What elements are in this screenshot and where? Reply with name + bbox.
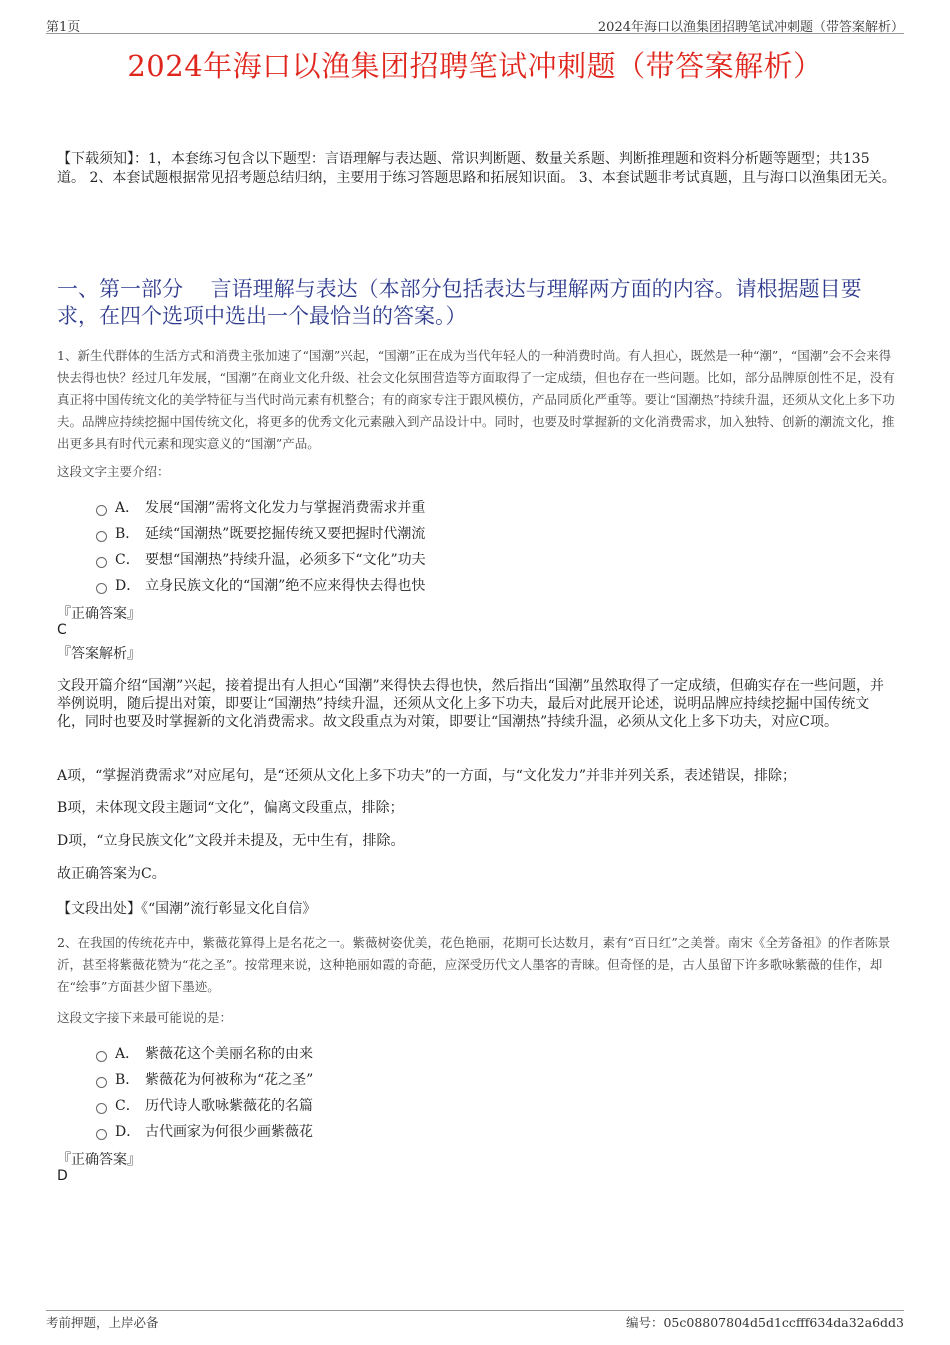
option-label: B． (115, 526, 140, 542)
section-heading: 一、第一部分 言语理解与表达（本部分包括表达与理解两方面的内容。请根据题目要求，在四个选项中选出一个最恰当的答案。） (57, 277, 862, 328)
option-b[interactable] (96, 1066, 796, 1092)
page-number: 第1页 (46, 20, 81, 35)
page-title: 2024年海口以渔集团招聘笔试冲刺题（带答案解析） (127, 49, 823, 83)
radio-icon[interactable] (96, 1051, 107, 1062)
option-a[interactable] (96, 494, 796, 520)
answer-label: 『正确答案』 (57, 606, 141, 622)
radio-icon[interactable] (96, 531, 107, 542)
option-label: A． (115, 500, 140, 516)
analysis-paragraph: D项，“立身民族文化”文段并未提及，无中生有，排除。 (57, 833, 405, 849)
answer-label: 『正确答案』 (57, 1152, 141, 1168)
option-c[interactable] (96, 546, 796, 572)
analysis-label: 『答案解析』 (57, 646, 141, 662)
document-id: 编号：05c08807804d5d1ccfff634da32a6dd3 (625, 1315, 904, 1330)
radio-icon[interactable] (96, 1129, 107, 1140)
option-text: 紫薇花这个美丽名称的由来 (145, 1046, 313, 1062)
question-1-text: 1、新生代群体的生活方式和消费主张加速了“国潮”兴起，“国潮”正在成为当代年轻人的一种消费时尚。有人担心，既然是一种“潮”，“国潮”会不会来得快去得也快？经过几年发展，“国潮”在商业文化升级、社会文化氛围营造等方面取得了一定成绩，但也存在一些问题。比如，部分品牌原创性不足，没有真正将中国传统文化的美学特征与当代时尚元素有机整合；有的商家专注于跟风模仿，产品同质化严重等。要让“国潮热”持续升温，还须从文化上多下功夫。品牌应持续挖掘中国传统文化，将更多的优秀文化元素融入到产品设计中。同时，也要及时掌握新的文化消费需求，加入独特、创新的潮流文化，推出更多具有时代元素和现实意义的“国潮”产品。 (57, 348, 895, 451)
analysis-paragraph: 文段开篇介绍“国潮”兴起，接着提出有人担心“国潮”来得快去得也快，然后指出“国潮”虽然取得了一定成绩，但确实存在一些问题，并举例说明，随后提出对策，即要让“国潮热”持续升温，还须从文化上多下功夫，最后对此展开论述，说明品牌应持续挖掘中国传统文化，同时也要及时掌握新的文化消费需求。故文段重点为对策，即要让“国潮热”持续升温，必须从文化上多下功夫，对应C项。 (57, 678, 884, 730)
option-d[interactable] (96, 572, 796, 598)
option-b[interactable] (96, 520, 796, 546)
answer-value: C (57, 622, 67, 638)
page-header (46, 16, 904, 34)
answer-value: D (57, 1168, 68, 1184)
option-label: D． (115, 1124, 141, 1140)
option-d[interactable] (96, 1118, 796, 1144)
option-a[interactable] (96, 1040, 796, 1066)
option-label: D． (115, 578, 141, 594)
question-2-text: 2、在我国的传统花卉中，紫薇花算得上是名花之一。紫薇树姿优美，花色艳丽，花期可长达数月，素有“百日红”之美誉。南宋《全芳备祖》的作者陈景沂，甚至将紫薇花赞为“花之圣”。按常理来说，这种艳丽如霞的奇葩，应深受历代文人墨客的青睐。但奇怪的是，古人虽留下许多歌咏紫薇的佳作，却在“绘事”方面甚少留下墨迹。 (57, 935, 891, 994)
option-text: 要想“国潮热”持续升温，必须多下“文化”功夫 (145, 552, 426, 568)
header-divider (46, 33, 904, 34)
option-text: 立身民族文化的“国潮”绝不应来得快去得也快 (145, 578, 426, 594)
download-notice: 【下载须知】：1，本套练习包含以下题型：言语理解与表达题、常识判断题、数量关系题、判断推理题和资料分析题等题型；共135道。 2、本套试题根据常见招考题总结归纳，主要用于练习答题思路和拓展知识面。 3、本套试题非考试真题，且与海口以渔集团无关。 (57, 151, 896, 186)
analysis-paragraph: 故正确答案为C。 (57, 866, 166, 882)
radio-icon[interactable] (96, 1103, 107, 1114)
option-text: 历代诗人歌咏紫薇花的名篇 (145, 1098, 313, 1114)
radio-icon[interactable] (96, 557, 107, 568)
option-text: 延续“国潮热”既要挖掘传统又要把握时代潮流 (145, 526, 426, 542)
question-1-prompt: 这段文字主要介绍： (57, 464, 170, 479)
header-doc-title: 2024年海口以渔集团招聘笔试冲刺题（带答案解析） (597, 20, 904, 35)
source-citation: 【文段出处】《“国潮”流行彰显文化自信》 (57, 901, 317, 917)
radio-icon[interactable] (96, 1077, 107, 1088)
radio-icon[interactable] (96, 505, 107, 516)
option-text: 发展“国潮”需将文化发力与掌握消费需求并重 (145, 500, 426, 516)
question-2-prompt: 这段文字接下来最可能说的是： (57, 1010, 233, 1025)
option-label: B． (115, 1072, 140, 1088)
question-2-options (96, 1040, 796, 1144)
analysis-paragraph: A项，“掌握消费需求”对应尾句，是“还须从文化上多下功夫”的一方面，与“文化发力”并非并列关系，表述错误，排除； (57, 768, 797, 784)
question-1-options (96, 494, 796, 598)
footer-divider (46, 1310, 904, 1311)
option-text: 古代画家为何很少画紫薇花 (145, 1124, 313, 1140)
option-text: 紫薇花为何被称为“花之圣” (145, 1072, 314, 1088)
analysis-paragraph: B项，未体现文段主题词“文化”，偏离文段重点，排除； (57, 800, 404, 816)
radio-icon[interactable] (96, 583, 107, 594)
option-label: A． (115, 1046, 140, 1062)
option-label: C． (115, 552, 140, 568)
option-label: C． (115, 1098, 140, 1114)
option-c[interactable] (96, 1092, 796, 1118)
footer-slogan: 考前押题，上岸必备 (46, 1315, 159, 1330)
